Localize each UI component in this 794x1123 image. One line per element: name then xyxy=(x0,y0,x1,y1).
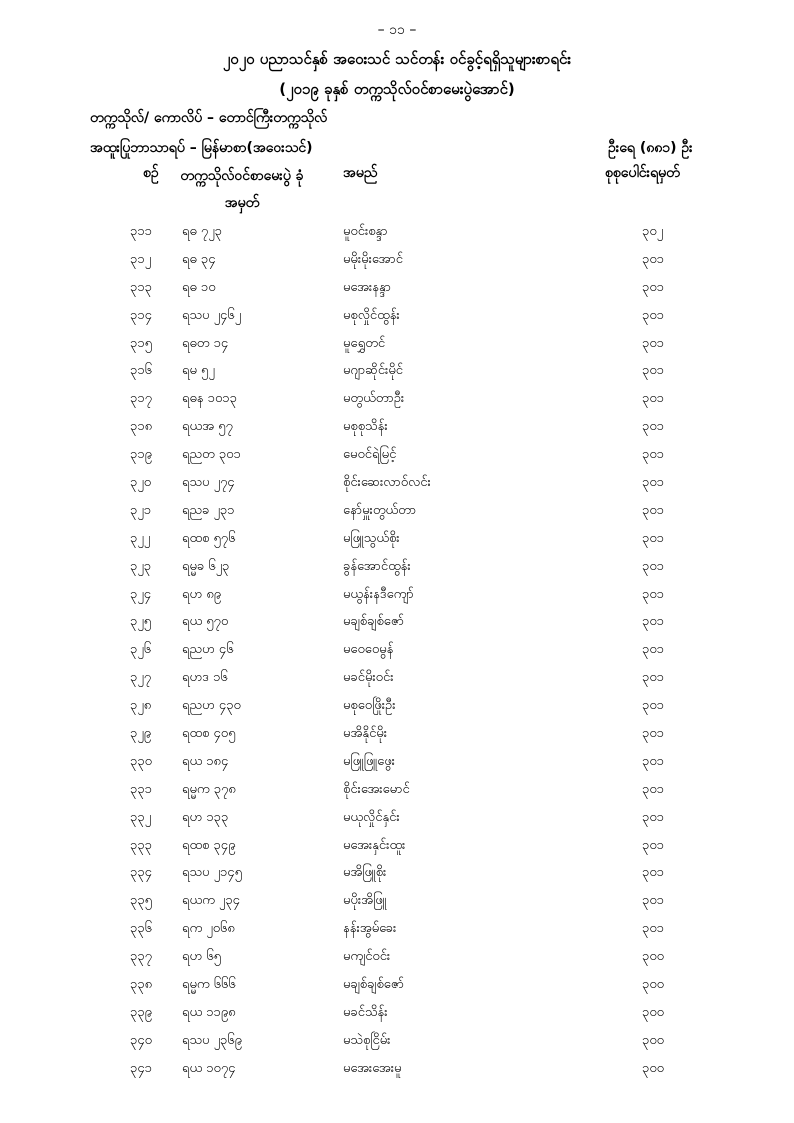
table-row xyxy=(0,667,794,695)
roll-number: ရဟ ၆၅ xyxy=(182,949,221,965)
total-marks: ၃၀၀ xyxy=(642,977,664,993)
roll-number: ရသပ ၂၇၄ xyxy=(182,475,235,491)
roll-number: ရထစ ၄၀၅ xyxy=(182,726,236,742)
row-number: ၃၃၄ xyxy=(130,865,152,881)
roll-number: ရညဟ ၄၆ xyxy=(182,642,234,658)
roll-number: ရဟ ၁၃၃ xyxy=(182,809,229,825)
table-row xyxy=(0,277,794,305)
row-number: ၃၂၁ xyxy=(130,502,152,518)
row-number: ၃၁၅ xyxy=(130,335,152,351)
table-row xyxy=(0,584,794,612)
total-marks: ၃၀၂ xyxy=(642,224,664,239)
student-name: မေဝင်ရဲမြင့် xyxy=(343,447,397,463)
total-marks: ၃၀၁ xyxy=(642,530,664,546)
table-row xyxy=(0,444,794,472)
total-marks: ၃၀၁ xyxy=(642,837,664,853)
table-row xyxy=(0,556,794,584)
row-number: ၃၃၀ xyxy=(130,753,152,769)
header-roll-number: တက္ကသိုလ်ဝင်စာမေးပွဲ ခုံအမှတ် xyxy=(180,168,304,211)
total-marks: ၃၀၁ xyxy=(642,921,664,937)
roll-number: ရညတ ၃၀၁ xyxy=(182,447,241,463)
row-number: ၃၄၁ xyxy=(130,1060,152,1076)
document-subtitle: (၂၀၁၉ ခုနှစ် တက္ကသိုလ်ဝင်စာမေးပွဲအောင်) xyxy=(279,80,515,98)
row-number: ၃၂၇ xyxy=(130,670,152,686)
row-number: ၃၁၁ xyxy=(130,224,152,239)
table-row xyxy=(0,416,794,444)
student-name: မအေးနန္ဒာ xyxy=(343,279,392,295)
roll-number: ရဟ ၈၉ xyxy=(182,586,222,602)
table-row xyxy=(0,1030,794,1058)
table-row xyxy=(0,333,794,361)
total-marks: ၃၀၁ xyxy=(642,753,664,769)
roll-number: ရမ ၅၂ xyxy=(182,363,215,379)
total-marks: ၃၀၁ xyxy=(642,502,664,518)
row-number: ၃၁၆ xyxy=(130,363,152,379)
table-row xyxy=(0,360,794,388)
roll-number: ရယ ၁၁၉၈ xyxy=(182,1004,236,1020)
table-row xyxy=(0,918,794,946)
table-row xyxy=(0,528,794,556)
row-number: ၃၄၀ xyxy=(130,1032,152,1048)
student-name: မဝေဝေမွန် xyxy=(343,642,394,658)
student-name: မတွယ်တာဦး xyxy=(343,391,405,407)
roll-number: ရထစ ၅၇၆ xyxy=(182,530,236,546)
row-number: ၃၃၅ xyxy=(130,893,152,909)
table-row xyxy=(0,807,794,835)
total-marks: ၃၀၁ xyxy=(642,698,664,714)
table-row xyxy=(0,974,794,1002)
roll-number: ရယက ၂၃၄ xyxy=(182,893,240,909)
roll-number: ရသပ ၂၃၆၉ xyxy=(182,1032,242,1048)
table-row xyxy=(0,751,794,779)
row-number: ၃၂၃ xyxy=(130,558,152,574)
row-number: ၃၃၈ xyxy=(130,977,153,993)
total-marks: ၃၀၁ xyxy=(642,586,664,602)
total-marks: ၃၀၀ xyxy=(642,1032,664,1048)
table-row xyxy=(0,946,794,974)
roll-number: ရဓ ၇၂၃ xyxy=(182,224,222,239)
header-name: အမည် xyxy=(343,165,378,181)
document-title: ၂၀၂၀ ပညာသင်နှစ် အဝေးသင် သင်တန်း ဝင်ခွင့်ရရှိသူများစာရင်း xyxy=(222,50,572,68)
row-number: ၃၂၉ xyxy=(130,726,152,742)
total-marks: ၃၀၁ xyxy=(642,419,664,435)
table-row xyxy=(0,1002,794,1030)
roll-number: ရဓ ၃၄ xyxy=(182,251,216,267)
total-marks: ၃၀၁ xyxy=(642,893,664,909)
row-number: ၃၁၃ xyxy=(130,279,152,295)
row-number: ၃၂၅ xyxy=(130,614,152,630)
table-row xyxy=(0,639,794,667)
table-row xyxy=(0,472,794,500)
student-name: နော်မှူးတွယ်တာ xyxy=(343,502,417,518)
student-name: စိုင်းအေးမောင် xyxy=(343,781,410,797)
student-name: နန်းအွမ်ခေး xyxy=(343,921,397,937)
department-line: တက္ကသိုလ်/ ကောလိပ် – တောင်ကြီးတက္ကသိုလ် xyxy=(90,110,328,126)
table-row xyxy=(0,305,794,333)
roll-number: ရမ္မက ၆၆၆ xyxy=(182,977,236,993)
total-marks: ၃၀၁ xyxy=(642,447,664,463)
total-marks: ၃၀၁ xyxy=(642,363,664,379)
student-name: မခင်မိုးဝင်း xyxy=(343,670,394,686)
roll-number: ရယ ၅၇၀ xyxy=(182,614,229,630)
student-name: မချစ်ချစ်ဇော် xyxy=(343,614,404,630)
student-name: ခွန်အောင်ထွန်း xyxy=(343,558,411,574)
student-name: မအေးအေးမူ xyxy=(343,1060,402,1076)
student-name: မကျင်ဝင်း xyxy=(343,949,391,965)
total-marks: ၃၀၁ xyxy=(642,251,664,267)
row-number: ၃၂၆ xyxy=(130,642,152,658)
roll-number: ရထစ ၃၄၉ xyxy=(182,837,236,853)
roll-number: ရဓ ၁၀ xyxy=(182,279,216,295)
student-name: မပိုးအိဖြူ xyxy=(343,893,387,909)
row-number: ၃၂၂ xyxy=(130,530,151,546)
total-marks: ၃၀၁ xyxy=(642,475,664,491)
total-marks: ၃၀၁ xyxy=(642,865,664,881)
row-number: ၃၂၈ xyxy=(130,698,152,714)
student-name: မမိုးမိုးအောင် xyxy=(343,251,403,267)
headcount-label: ဦးရေ (၈၈၁) ဦး xyxy=(608,140,693,156)
roll-number: ရမ္မခ ၆၂၃ xyxy=(182,558,230,574)
row-number: ၃၁၇ xyxy=(130,391,152,407)
roll-number: ရသပ ၂၁၄၅ xyxy=(182,865,242,881)
table-row xyxy=(0,221,794,249)
table-row xyxy=(0,249,794,277)
total-marks: ၃၀၁ xyxy=(642,391,664,407)
student-name: မယွန်းနဒီကျော် xyxy=(343,586,414,602)
total-marks: ၃၀၁ xyxy=(642,726,664,742)
roll-number: ရယအ ၅၇ xyxy=(182,419,233,435)
row-number: ၃၃၁ xyxy=(130,781,152,797)
total-marks: ၃၀၀ xyxy=(642,949,664,965)
row-number: ၃၂၄ xyxy=(130,586,152,602)
roll-number: ရသပ ၂၄၆၂ xyxy=(182,307,241,323)
table-row xyxy=(0,1058,794,1086)
table-row xyxy=(0,890,794,918)
total-marks: ၃၀၁ xyxy=(642,307,664,323)
total-marks: ၃၀၁ xyxy=(642,670,664,686)
student-name: မသဲစုငြိမ်း xyxy=(343,1032,391,1048)
total-marks: ၃၀၁ xyxy=(642,335,664,351)
roll-number: ရဓန ၁၀၁၃ xyxy=(182,391,237,407)
table-row xyxy=(0,500,794,528)
header-number: စဉ် xyxy=(143,165,159,181)
student-name: မအေးနှင်းထူး xyxy=(343,837,406,853)
row-number: ၃၁၈ xyxy=(130,419,153,435)
total-marks: ၃၀၁ xyxy=(642,614,664,630)
row-number: ၃၃၇ xyxy=(130,949,152,965)
roll-number: ရယ ၁၈၄ xyxy=(182,753,229,769)
row-number: ၃၃၆ xyxy=(130,921,152,937)
table-row xyxy=(0,611,794,639)
table-row xyxy=(0,388,794,416)
student-name: စိုင်းဆေးလာဝ်လင်း xyxy=(343,475,431,491)
table-row xyxy=(0,695,794,723)
student-name: မယုလှိုင်နှင်း xyxy=(343,809,400,825)
header-total-marks: စုစုပေါင်းရမှတ် xyxy=(605,165,680,181)
student-list xyxy=(0,221,794,1086)
total-marks: ၃၀၀ xyxy=(642,1004,664,1020)
roll-number: ရမ္မက ၃၇၈ xyxy=(182,781,236,797)
row-number: ၃၁၉ xyxy=(130,447,152,463)
row-number: ၃၃၉ xyxy=(130,1004,152,1020)
student-name: မစုလှိုင်ထွန်း xyxy=(343,307,400,323)
student-name: မူဝင်းစန္ဒာ xyxy=(343,224,388,239)
row-number: ၃၃၃ xyxy=(130,837,152,853)
total-marks: ၃၀၁ xyxy=(642,558,664,574)
student-name: မခင်သိန်း xyxy=(343,1004,388,1020)
student-name: မချစ်ချစ်ဇော် xyxy=(343,977,404,993)
student-name: မစုဝေဖြိုးဦး xyxy=(343,698,396,714)
roll-number: ရဟဒ ၁၆ xyxy=(182,670,228,686)
row-number: ၃၂၀ xyxy=(130,475,152,491)
student-name: မဖြူဖြူဖွေး xyxy=(343,753,395,769)
student-name: မစုစုသိန်း xyxy=(343,419,388,435)
roll-number: ရက ၂၀၆၈ xyxy=(182,921,235,937)
total-marks: ၃၀၁ xyxy=(642,279,664,295)
row-number: ၃၁၄ xyxy=(130,307,152,323)
student-name: မအိနိုင်မိုး xyxy=(343,726,388,742)
table-row xyxy=(0,862,794,890)
table-row xyxy=(0,835,794,863)
student-name: မူရွှေတင် xyxy=(343,335,386,351)
total-marks: ၃၀၁ xyxy=(642,781,664,797)
table-row xyxy=(0,723,794,751)
roll-number: ရညဟ ၄၃၀ xyxy=(182,698,241,714)
page-number: – ၁၁ – xyxy=(377,22,417,38)
total-marks: ၃၀၁ xyxy=(642,642,664,658)
roll-number: ရယ ၁၀၇၄ xyxy=(182,1060,236,1076)
total-marks: ၃၀၁ xyxy=(642,809,664,825)
row-number: ၃၁၂ xyxy=(130,251,152,267)
row-number: ၃၃၂ xyxy=(130,809,152,825)
table-row xyxy=(0,779,794,807)
subject-line: အထူးပြုဘာသာရပ် – မြန်မာစာ(အဝေးသင်) xyxy=(90,140,313,156)
student-name: မဂျာဆိုင်းမိုင် xyxy=(343,363,403,379)
student-name: မဖြူသွယ်စိုး xyxy=(343,530,400,546)
student-name: မအိဖြူစိုး xyxy=(343,865,387,881)
roll-number: ရညခ ၂၃၁ xyxy=(182,502,235,518)
roll-number: ရဓတ ၁၄ xyxy=(182,335,229,351)
total-marks: ၃၀၀ xyxy=(642,1060,664,1076)
